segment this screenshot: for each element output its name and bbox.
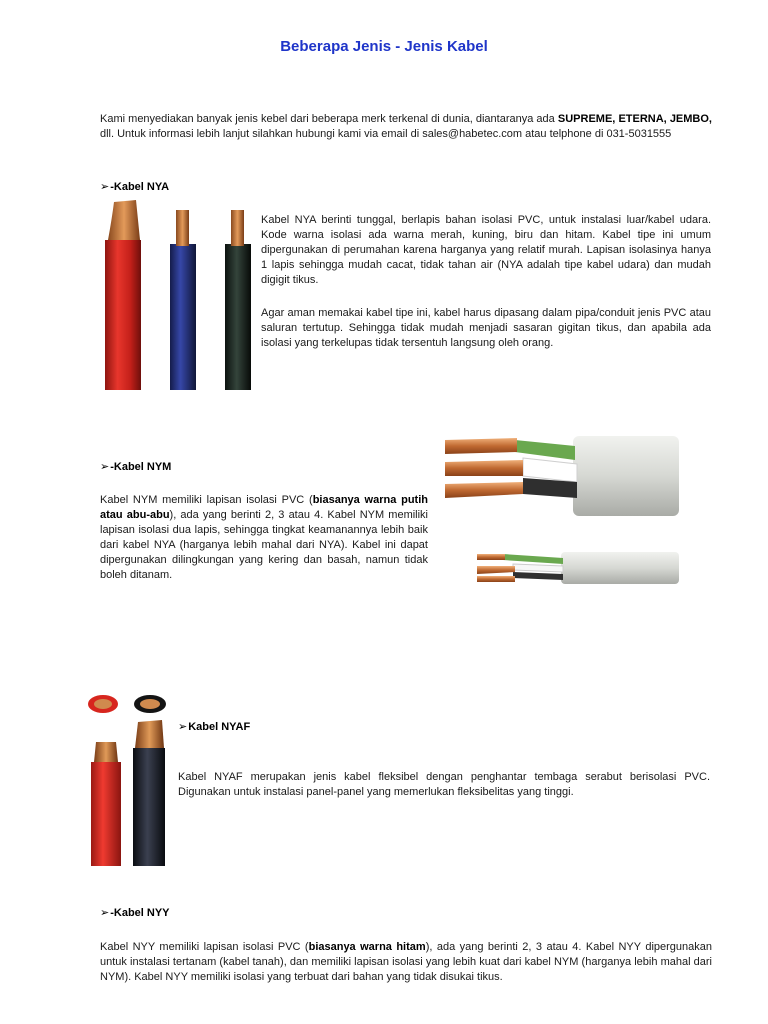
heading-nya	[100, 180, 169, 193]
arrow-bullet-icon: ➢	[178, 721, 188, 733]
intro-paragraph	[100, 112, 712, 142]
nya-paragraph-2: Agar aman memakai kabel tipe ini, kabel harus dipasang dalam pipa/conduit jenis PVC atau saluran tertutup. Sehingga tidak mudah menjadi sasaran gigitan tikus, dan apabila ada isolasi yang terkelupas tidak tersentuh langsung oleh orang.	[261, 307, 711, 349]
heading-nyaf	[178, 720, 250, 733]
nym-paragraph	[100, 493, 428, 583]
heading-nyaf-label: Kabel NYAF	[188, 721, 251, 733]
nym-text-post: ), ada yang berinti 2, 3 atau 4. Kabel NYM memiliki lapisan isolasi dua lapis, sehingga tingkat keamanannya lebih baik dari kabel NYA (harganya lebih mahal dari NYA). Kabel ini dapat dipergunakan dilingkungan yang kering dan basah, namun tidak boleh ditanam.	[100, 509, 429, 581]
nya-cables-image	[100, 198, 256, 390]
nym-text-bold: biasanya warna putih atau abu-abu	[100, 494, 428, 521]
heading-nyy-label: -Kabel NYY	[110, 907, 170, 919]
nyy-text-post: ), ada yang berinti 2, 3 atau 4. Kabel NYY dipergunakan untuk instalasi tertanam (kabel tanah), dan memiliki lapisan isolasi yang lebih kuat dari kabel NYM (harganya lebih mahal dari NYM). Kabel NYY memiliki isolasi yang terbuat dari bahan yang tidak disukai tikus.	[100, 941, 713, 983]
arrow-bullet-icon: ➢	[100, 461, 110, 473]
heading-nyy	[100, 906, 170, 919]
nyy-text-pre: Kabel NYY memiliki lapisan isolasi PVC (	[100, 941, 309, 953]
nyaf-paragraph: Kabel NYAF merupakan jenis kabel fleksibel dengan penghantar tembaga serabut berisolasi PVC. Digunakan untuk instalasi panel-panel yang memerlukan fleksibelitas yang tinggi.	[178, 771, 710, 798]
nyy-paragraph	[100, 940, 712, 985]
nym-cables-image	[443, 432, 679, 592]
nya-paragraph-1: Kabel NYA berinti tunggal, berlapis bahan isolasi PVC, untuk instalasi luar/kabel udara. Kode warna isolasi ada warna merah, kuning, biru dan hitam. Kabel tipe ini umum dipergunakan di perumahan karena harganya yang relatif murah. Lapisan isolasinya hanya 1 lapis sehingga mudah cacat, tidak tahan air (NYA adalah tipe kabel udara) dan mudah digigit tikus.	[261, 214, 711, 286]
nym-text-pre: Kabel NYM memiliki lapisan isolasi PVC (	[100, 494, 313, 506]
page-title: Beberapa Jenis - Jenis Kabel	[280, 38, 488, 55]
nyaf-cables-image	[86, 690, 172, 866]
heading-nya-label: -Kabel NYA	[110, 181, 170, 193]
intro-text-post: dll. Untuk informasi lebih lanjut silahkan hubungi kami via email di sales@habetec.com atau telphone di 031-5031555	[100, 128, 672, 140]
heading-nym-label: -Kabel NYM	[110, 461, 172, 473]
intro-text-pre: Kami menyediakan banyak jenis kebel dari beberapa merk terkenal di dunia, diantaranya ada	[100, 113, 558, 125]
arrow-bullet-icon: ➢	[100, 907, 110, 919]
arrow-bullet-icon: ➢	[100, 181, 110, 193]
nyy-text-bold: biasanya warna hitam	[308, 941, 426, 953]
heading-nym	[100, 460, 171, 473]
intro-brands: SUPREME, ETERNA, JEMBO,	[557, 113, 712, 125]
